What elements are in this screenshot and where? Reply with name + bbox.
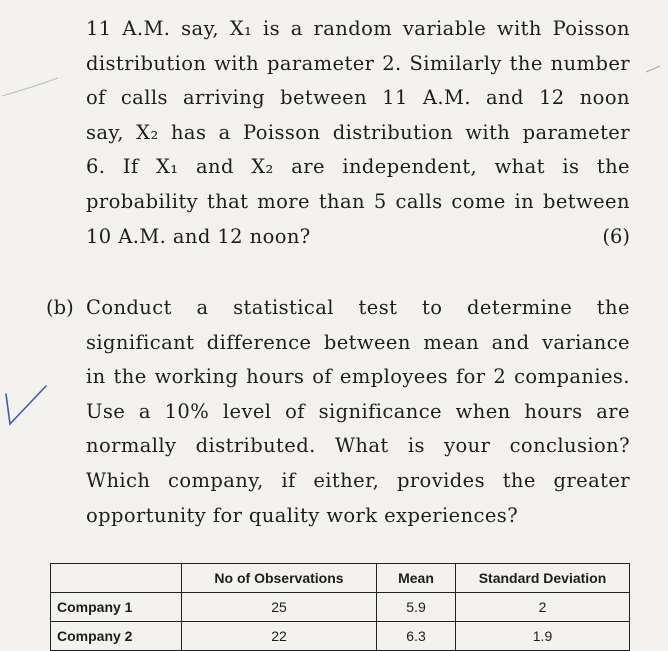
word: conclusion? [509, 434, 630, 458]
word: is [562, 155, 580, 179]
word: come [451, 189, 506, 213]
part-a-line [86, 12, 630, 47]
word: more [257, 189, 310, 213]
company-data-table [50, 563, 630, 651]
question-part-b [86, 291, 630, 533]
word: distribution [332, 120, 454, 144]
word: A.M. [422, 86, 471, 110]
word: of [86, 86, 106, 110]
word: of [285, 399, 305, 423]
part-a-line [86, 47, 630, 82]
checkmark-icon [0, 380, 50, 440]
word: significant [86, 330, 195, 354]
word: quality [248, 503, 320, 527]
part-b-line [86, 291, 630, 326]
word: determine [467, 296, 573, 319]
word: 12 [217, 224, 243, 248]
word: noon [579, 86, 630, 110]
word: company, [168, 468, 264, 492]
word: and [491, 330, 530, 354]
word: 2. [382, 51, 402, 75]
word: arriving [182, 86, 265, 110]
word: What [334, 434, 389, 458]
word: X₂ [136, 120, 159, 144]
word: statistical [233, 296, 334, 319]
word: variable [402, 17, 487, 40]
word: Conduct [86, 296, 172, 319]
word: a [218, 120, 231, 144]
word: calls [120, 86, 168, 110]
word: of [312, 365, 332, 389]
word: 5 [373, 189, 387, 213]
word: Use [86, 399, 126, 423]
word: hours [246, 365, 305, 389]
part-b-label: (b) [46, 296, 74, 319]
word: Poisson [552, 17, 630, 40]
word: to [422, 296, 443, 319]
marks-label: (6) [602, 225, 630, 248]
word: difference [206, 330, 312, 354]
word: in [514, 189, 535, 213]
word: significance [318, 399, 442, 423]
word: your [444, 434, 491, 458]
part-b-line [86, 395, 630, 430]
word: either, [313, 468, 380, 492]
table-cell: 2 [456, 593, 630, 622]
word: variance [541, 330, 630, 354]
word: mean [423, 330, 480, 354]
word: parameter [266, 51, 375, 75]
word: when [455, 399, 511, 423]
table-cell: 5.9 [377, 593, 456, 622]
word: If [122, 155, 139, 179]
word: X₁ [156, 155, 179, 179]
word: number [550, 51, 630, 75]
word: Similarly [409, 51, 502, 75]
word: opportunity [86, 503, 207, 527]
word: hours [524, 399, 583, 423]
word: independent, [342, 155, 478, 179]
word: with [496, 17, 542, 40]
word: random [313, 17, 393, 40]
word: a [138, 399, 151, 423]
word: for [212, 503, 243, 527]
word: distributed. [195, 434, 316, 458]
word: say, [86, 120, 124, 144]
table-header-cell: Standard Deviation [456, 564, 630, 593]
table-cell: 1.9 [456, 622, 630, 651]
word: 12 [539, 86, 565, 110]
part-a-line [86, 150, 630, 185]
part-a-line [86, 220, 630, 255]
pen-dash-mark [644, 62, 664, 76]
word: provides [396, 468, 485, 492]
word: what [494, 155, 545, 179]
word: X₂ [251, 155, 274, 179]
word: 6. [86, 155, 106, 179]
word: X₁ [229, 17, 253, 40]
word: is [407, 434, 425, 458]
word: that [206, 189, 249, 213]
word: than [318, 189, 365, 213]
word: 11 [382, 86, 408, 110]
word: test [358, 296, 398, 319]
part-a-line [86, 116, 630, 151]
word: with [465, 120, 511, 144]
word: are [291, 155, 325, 179]
word: between [323, 330, 411, 354]
word: the [596, 296, 630, 319]
word: A.M. [118, 224, 167, 248]
word: 10 [86, 224, 112, 248]
table-row [51, 622, 630, 651]
word: probability [86, 189, 199, 213]
word: the [596, 155, 630, 179]
word: experiences? [384, 503, 519, 527]
word: companies. [514, 365, 630, 389]
part-b-line [86, 326, 630, 361]
word: between [542, 189, 630, 213]
word: normally [86, 434, 177, 458]
word: and [486, 86, 524, 110]
word: Which [86, 468, 151, 492]
table-cell: 25 [182, 593, 377, 622]
word: with [214, 51, 260, 75]
table-header-cell: Mean [377, 564, 456, 593]
word: a [290, 17, 303, 40]
table-header-row [51, 564, 630, 593]
word: between [280, 86, 368, 110]
part-b-line [86, 429, 630, 464]
word: 11 [86, 17, 112, 40]
word: the [509, 51, 543, 75]
table-cell: Company 1 [51, 593, 182, 622]
table-cell: 22 [182, 622, 377, 651]
word: employees [339, 365, 449, 389]
word: greater [553, 468, 630, 492]
word: 10% [164, 399, 210, 423]
table-row [51, 593, 630, 622]
part-a-line [86, 81, 630, 116]
word: parameter [522, 120, 630, 144]
pen-stroke-mark [0, 60, 60, 100]
word: distribution [86, 51, 207, 75]
word: is [262, 17, 281, 40]
word: level [222, 399, 272, 423]
part-a-line [86, 185, 630, 220]
word: 2 [493, 365, 507, 389]
word: for [456, 365, 486, 389]
word: say, [181, 17, 219, 40]
word: Poisson [242, 120, 321, 144]
part-b-line [86, 499, 630, 534]
word: noon? [249, 224, 311, 248]
question-part-a [86, 12, 630, 254]
part-b-line [86, 360, 630, 395]
word: a [196, 296, 209, 319]
table-header-cell: No of Observations [182, 564, 377, 593]
table-header-cell [51, 564, 182, 593]
word: has [170, 120, 207, 144]
word: the [502, 468, 536, 492]
word: the [113, 365, 147, 389]
word: in [86, 365, 106, 389]
word: A.M. [122, 17, 171, 40]
word: calls [395, 189, 443, 213]
part-b-line [86, 464, 630, 499]
table-cell: Company 2 [51, 622, 182, 651]
table-cell: 6.3 [377, 622, 456, 651]
word: working [154, 365, 239, 389]
word: and [172, 224, 211, 248]
word: if [281, 468, 296, 492]
word: and [195, 155, 234, 179]
word: are [596, 399, 630, 423]
word: work [326, 503, 378, 527]
